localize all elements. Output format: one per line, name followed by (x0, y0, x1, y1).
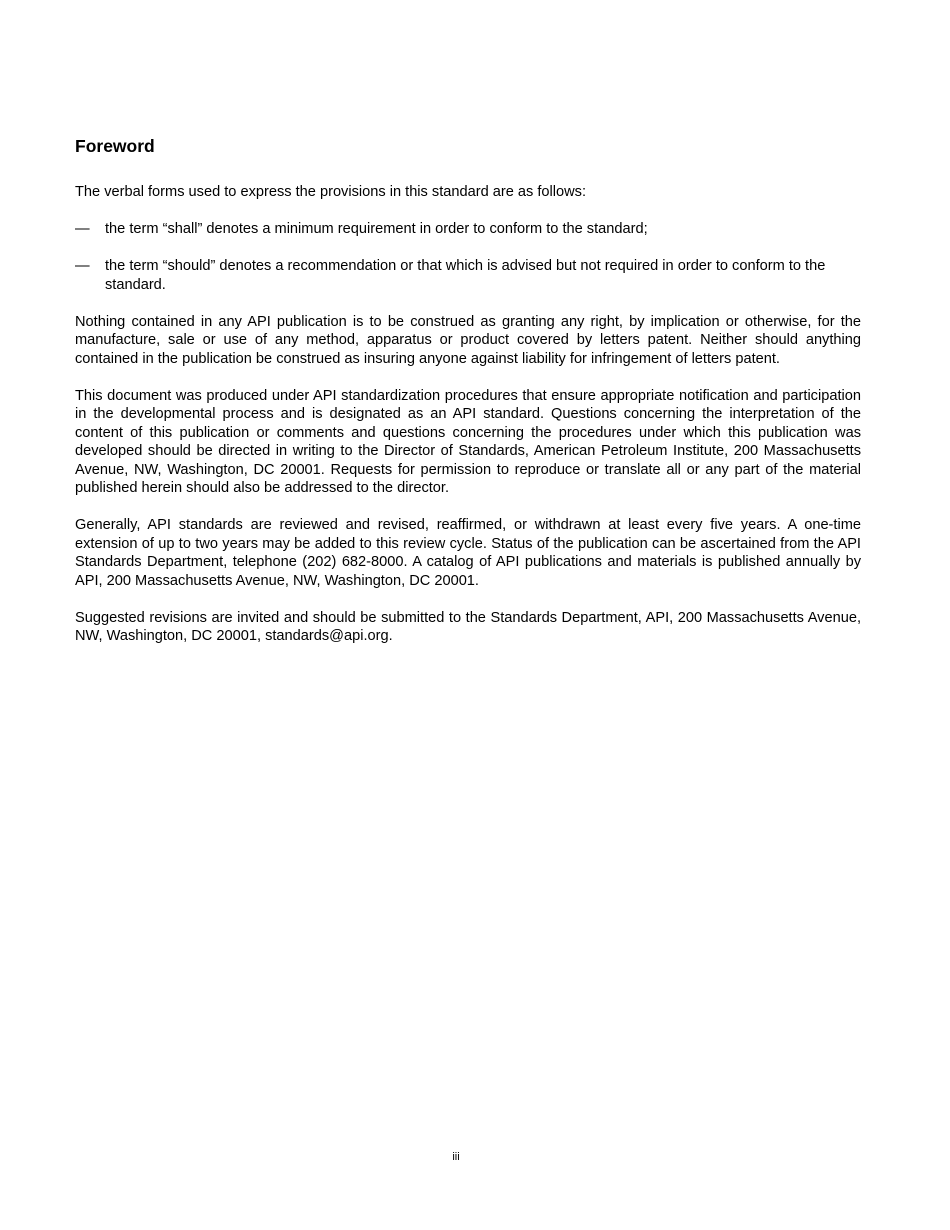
patent-paragraph: Nothing contained in any API publication is to be construed as granting any right, by implication or otherwise, for the manufacture, sale or use of any method, apparatus or product covered by letters patent. Neither should anything contained in the publication be construed as insuring anyone against liability for infringement of letters patent. (75, 313, 861, 367)
review-cycle-paragraph: Generally, API standards are reviewed and revised, reaffirmed, or withdrawn at least every five years. A one-time extension of up to two years may be added to this review cycle. Status of the publication can be ascertained from the API Standards Department, telephone (202) 682-8000. A catalog of API publications and materials is published annually by API, 200 Massachusetts Avenue, NW, Washington, DC 20001. (75, 517, 861, 589)
bullet-dash: — (75, 258, 90, 274)
foreword-body (75, 183, 861, 646)
bullet-item-shall (75, 220, 861, 239)
intro-paragraph: The verbal forms used to express the provisions in this standard are as follows: (75, 184, 587, 200)
bullet-item-should (75, 257, 861, 294)
page-number: iii (452, 1151, 460, 1163)
standardization-paragraph: This document was produced under API standardization procedures that ensure appropriate notification and participation in the developmental process and is designated as an API standard. Questions concerning the interpretation of the content of this publication or comments and questions concerning the procedures under which this publication was developed should be directed in writing to the Director of Standards, American Petroleum Institute, 200 Massachusetts Avenue, NW, Washington, DC 20001. Requests for permission to reproduce or translate all or any part of the material published herein should also be addressed to the director. (75, 387, 861, 496)
bullet-text: the term “shall” denotes a minimum requirement in order to conform to the standard; (105, 221, 648, 237)
page-title: Foreword (75, 136, 155, 156)
bullet-dash: — (75, 221, 90, 237)
revisions-paragraph: Suggested revisions are invited and should be submitted to the Standards Department, API, 200 Massachusetts Avenue, NW, Washington, DC 20001, standards@api.org. (75, 609, 861, 644)
bullet-text: the term “should” denotes a recommendation or that which is advised but not required in order to conform to the standard. (105, 258, 826, 293)
